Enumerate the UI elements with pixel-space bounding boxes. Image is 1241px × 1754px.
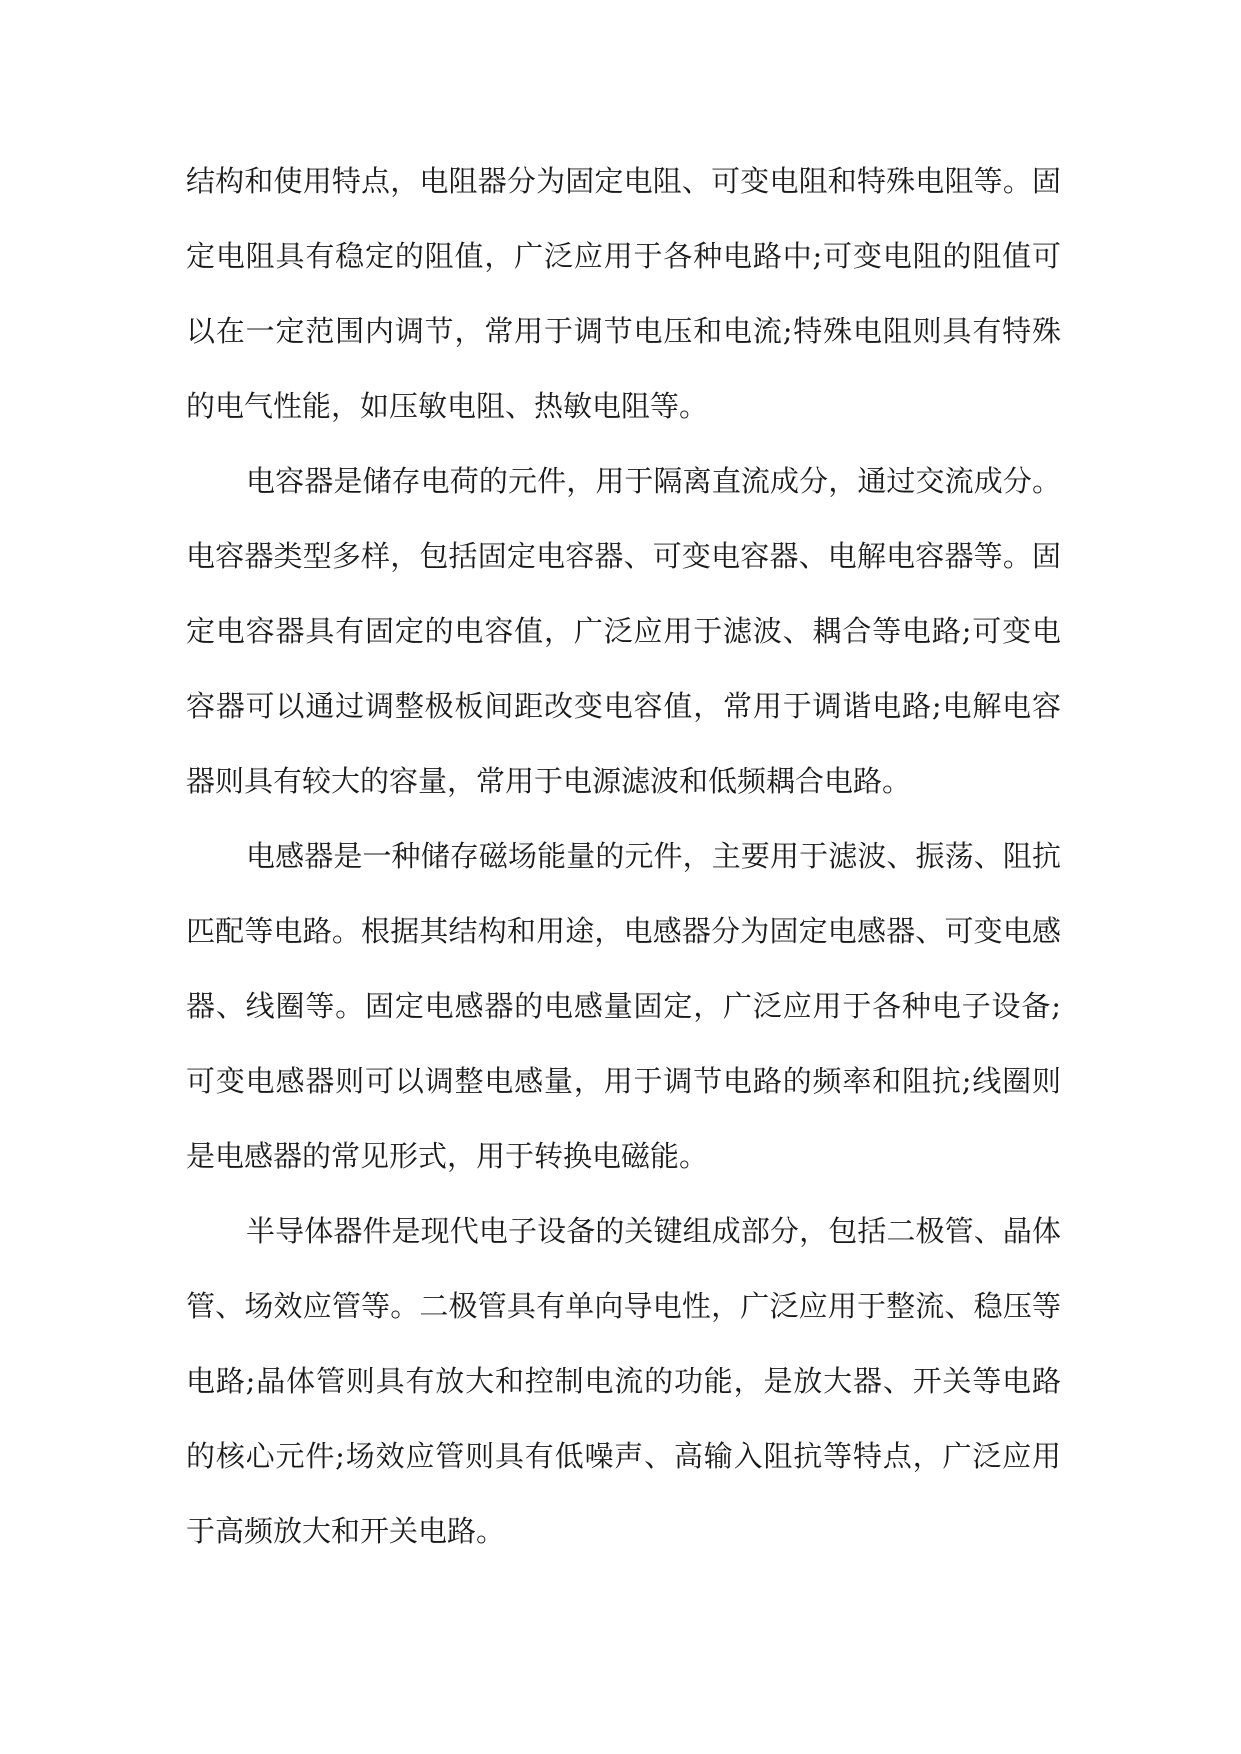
paragraph-inductors (186, 819, 1061, 1194)
text-line: 可变电感器则可以调整电感量，用于调节电路的频率和阻抗;线圈则 (186, 1064, 1061, 1098)
text-line: 电路;晶体管则具有放大和控制电流的功能，是放大器、开关等电路 (186, 1364, 1061, 1398)
text-line: 定电阻具有稳定的阻值，广泛应用于各种电路中;可变电阻的阻值可 (186, 239, 1061, 273)
text-line: 电感器是一种储存磁场能量的元件，主要用于滤波、振荡、阻抗 (246, 839, 1061, 873)
text-line: 器、线圈等。固定电感器的电感量固定，广泛应用于各种电子设备; (186, 989, 1061, 1023)
text-line: 电容器是储存电荷的元件，用于隔离直流成分，通过交流成分。 (246, 464, 1061, 498)
text-line: 半导体器件是现代电子设备的关键组成部分，包括二极管、晶体 (246, 1214, 1061, 1248)
text-line: 容器可以通过调整极板间距改变电容值，常用于调谐电路;电解电容 (186, 689, 1061, 723)
text-line: 的核心元件;场效应管则具有低噪声、高输入阻抗等特点，广泛应用 (186, 1439, 1061, 1473)
text-line: 于高频放大和开关电路。 (186, 1514, 506, 1548)
text-line: 匹配等电路。根据其结构和用途，电感器分为固定电感器、可变电感 (186, 914, 1061, 948)
paragraph-semiconductors (186, 1194, 1061, 1569)
text-line: 结构和使用特点，电阻器分为固定电阻、可变电阻和特殊电阻等。固 (186, 164, 1061, 198)
text-line: 的电气性能，如压敏电阻、热敏电阻等。 (186, 389, 709, 423)
text-line: 电容器类型多样，包括固定电容器、可变电容器、电解电容器等。固 (186, 539, 1061, 573)
text-line: 定电容器具有固定的电容值，广泛应用于滤波、耦合等电路;可变电 (186, 614, 1061, 648)
text-line: 是电感器的常见形式，用于转换电磁能。 (186, 1139, 709, 1173)
text-line: 管、场效应管等。二极管具有单向导电性，广泛应用于整流、稳压等 (186, 1289, 1061, 1323)
text-line: 器则具有较大的容量，常用于电源滤波和低频耦合电路。 (186, 764, 912, 798)
text-line: 以在一定范围内调节，常用于调节电压和电流;特殊电阻则具有特殊 (186, 314, 1061, 348)
document-body (186, 144, 1061, 1569)
paragraph-capacitors (186, 444, 1061, 819)
paragraph-resistors (186, 144, 1061, 444)
